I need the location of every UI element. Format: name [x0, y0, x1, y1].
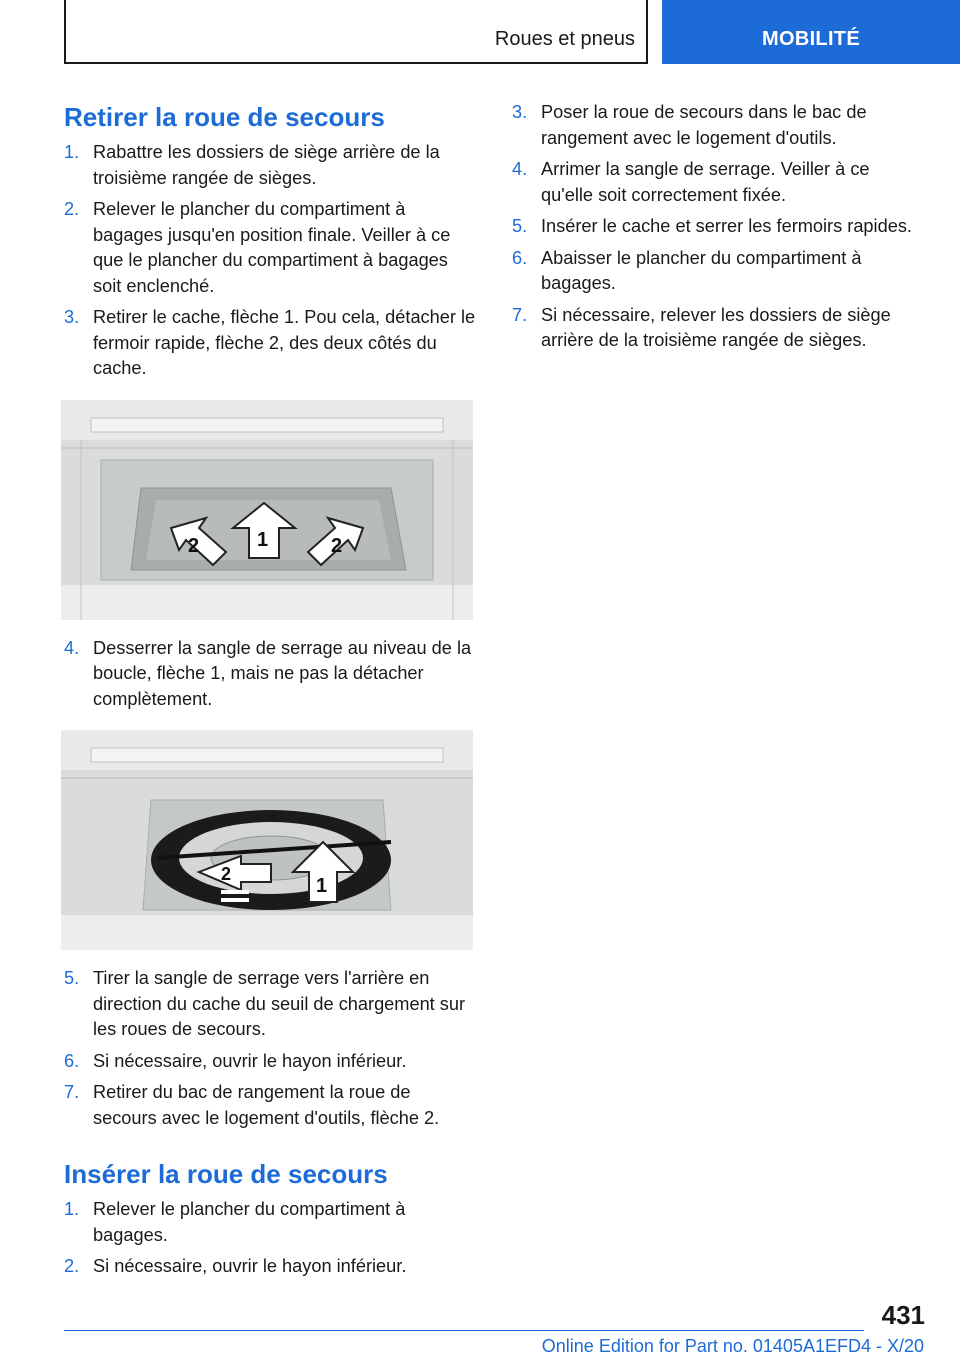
step-number: 4. — [64, 637, 80, 658]
step-number: 1. — [64, 1199, 80, 1219]
header-chapter-tab[interactable]: MOBILITÉ — [662, 0, 960, 64]
step-text: Poser la roue de secours dans le bac de rangement avec le logement d'outils. — [541, 102, 867, 148]
steps-list-c — [64, 966, 476, 1131]
header-section-title: Roues et pneus — [494, 28, 635, 50]
step-text: Si nécessaire, ouvrir le hayon inférieur. — [93, 1050, 407, 1071]
figure-label: 2 — [221, 864, 232, 884]
step-text: Retirer le cache, flèche 1. Pou cela, détacher le fermoir rapide, flèche 2, des deux côtés du cache. — [93, 307, 476, 378]
step-number: 7. — [512, 304, 528, 325]
steps-list-d — [64, 1197, 476, 1280]
step-number: 6. — [512, 247, 528, 268]
steps-list-right — [512, 100, 924, 354]
step-item — [64, 1080, 476, 1131]
figure-strap-release — [61, 730, 473, 950]
figure-label: 2 — [188, 534, 200, 557]
step-item — [64, 966, 476, 1043]
step-number: 2. — [64, 1256, 80, 1276]
step-item — [512, 246, 924, 297]
step-item — [512, 214, 924, 240]
figure-label: 1 — [257, 528, 269, 551]
step-text: Insérer le cache et serrer les fermoirs rapides. — [541, 216, 912, 236]
step-text: Rabattre les dossiers de siège arrière de la troisième rangée de sièges. — [93, 142, 440, 188]
step-item — [512, 100, 924, 151]
left-column — [64, 100, 476, 1286]
heading-remove-spare: Retirer la roue de secours — [64, 102, 385, 132]
step-item — [64, 1197, 476, 1248]
step-text: Desserrer la sangle de serrage au niveau de la boucle, flèche 1, mais ne pas la détacher complètement. — [93, 637, 472, 709]
heading-insert-spare: Insérer la roue de secours — [64, 1159, 388, 1189]
step-text: Abaisser le plancher du compartiment à bagages. — [541, 247, 862, 293]
step-item — [64, 197, 476, 299]
step-item — [64, 305, 476, 382]
step-number: 3. — [512, 102, 528, 122]
step-number: 7. — [64, 1082, 80, 1102]
step-text: Tirer la sangle de serrage vers l'arrière en direction du cache du seuil de chargement sur les roues de secours. — [93, 968, 466, 1039]
step-item — [64, 1254, 476, 1280]
footer-divider — [64, 1330, 864, 1331]
figure-cover-removal — [61, 400, 473, 620]
step-number: 5. — [512, 216, 528, 236]
step-text: Si nécessaire, relever les dossiers de siège arrière de la troisième rangée de sièges. — [541, 304, 891, 350]
footer-edition-link[interactable]: Online Edition for Part no. 01405A1EFD4 - X/20 — [541, 1336, 924, 1356]
step-number: 1. — [64, 142, 80, 162]
page-number: 431 — [881, 1300, 925, 1330]
step-text: Retirer du bac de rangement la roue de secours avec le logement d'outils, flèche 2. — [93, 1082, 440, 1128]
step-number: 4. — [512, 159, 528, 179]
step-number: 2. — [64, 199, 80, 219]
step-text: Arrimer la sangle de serrage. Veiller à ce qu'elle soit correctement fixée. — [541, 159, 870, 205]
step-item — [64, 636, 476, 713]
step-text: Relever le plancher du compartiment à bagages jusqu'en position finale. Veiller à ce que le plancher du compartiment à bagages soit enclenché. — [93, 199, 451, 296]
step-number: 5. — [64, 968, 80, 988]
steps-list-b — [64, 636, 476, 713]
figure-label: 1 — [316, 875, 328, 897]
step-item — [512, 157, 924, 208]
step-text: Relever le plancher du compartiment à bagages. — [93, 1199, 406, 1245]
right-column — [512, 100, 924, 360]
step-number: 6. — [64, 1050, 80, 1071]
step-number: 3. — [64, 307, 80, 327]
step-item — [64, 1049, 476, 1075]
step-item — [64, 140, 476, 191]
step-item — [512, 303, 924, 354]
figure-label: 2 — [331, 534, 343, 557]
steps-list-a — [64, 140, 476, 382]
step-text: Si nécessaire, ouvrir le hayon inférieur. — [93, 1256, 407, 1276]
